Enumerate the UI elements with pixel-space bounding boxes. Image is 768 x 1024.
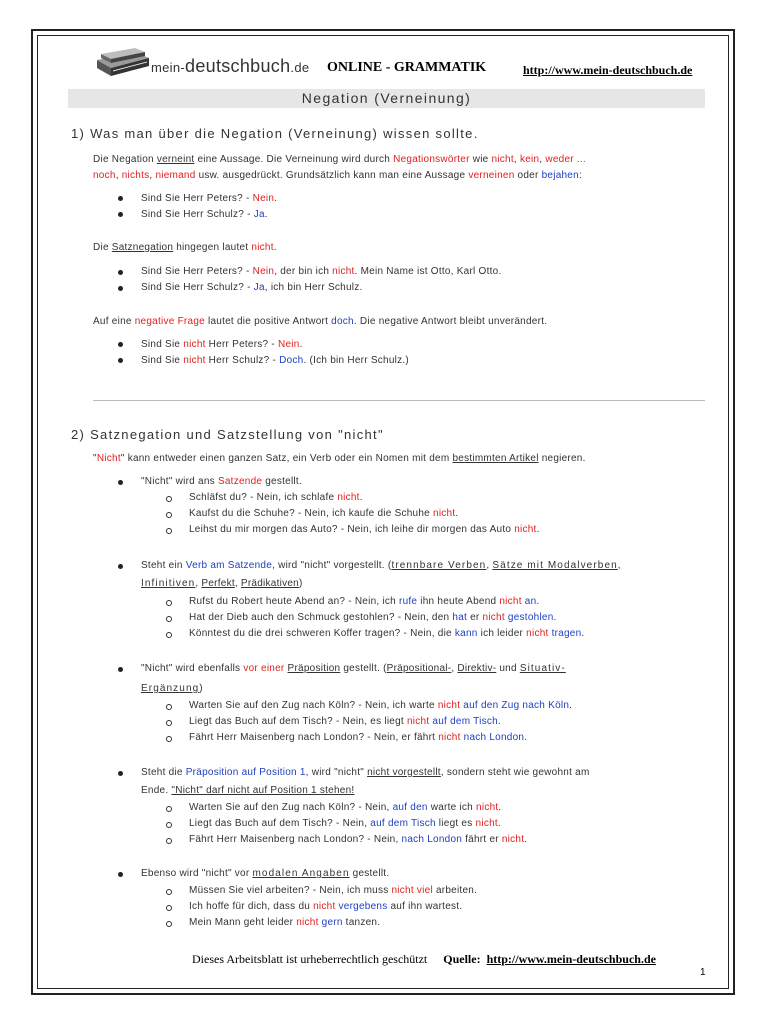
list-item: Steht die Präposition auf Position 1, wird "nicht" nicht vorgestellt, sondern steht wie gewohnt am bbox=[141, 767, 590, 778]
circle-bullet-icon bbox=[166, 720, 172, 726]
circle-bullet-icon bbox=[166, 512, 172, 518]
list-item: Kaufst du die Schuhe? - Nein, ich kaufe die Schuhe nicht. bbox=[189, 508, 459, 519]
page-title-bar bbox=[68, 89, 705, 108]
bullet-icon bbox=[118, 771, 123, 776]
list-item: Ebenso wird "nicht" vor modalen Angaben gestellt. bbox=[141, 868, 390, 879]
circle-bullet-icon bbox=[166, 616, 172, 622]
list-item: Sind Sie Herr Peters? - Nein. bbox=[141, 193, 278, 204]
section1-intro-line1: Die Negation verneint eine Aussage. Die Verneinung wird durch Negationswörter wie nicht, kein, weder ... bbox=[93, 154, 586, 165]
site-logo[interactable] bbox=[95, 46, 320, 82]
list-item: Warten Sie auf den Zug nach Köln? - Nein, ich warte nicht auf den Zug nach Köln. bbox=[189, 700, 573, 711]
logo-text: mein-deutschbuch.de bbox=[151, 56, 310, 76]
list-item: Müssen Sie viel arbeiten? - Nein, ich muss nicht viel arbeiten. bbox=[189, 885, 478, 896]
circle-bullet-icon bbox=[166, 889, 172, 895]
list-item-continued: Infinitiven, Perfekt, Prädikativen) bbox=[141, 578, 303, 589]
list-item: Liegt das Buch auf dem Tisch? - Nein, auf dem Tisch liegt es nicht. bbox=[189, 818, 501, 829]
list-item: Sind Sie Herr Schulz? - Ja. bbox=[141, 209, 268, 220]
header-title: ONLINE - GRAMMATIK bbox=[327, 60, 487, 75]
bullet-icon bbox=[118, 342, 123, 347]
page-header bbox=[95, 44, 710, 84]
bullet-icon bbox=[118, 872, 123, 877]
list-item: Rufst du Robert heute Abend an? - Nein, ich rufe ihn heute Abend nicht an. bbox=[189, 596, 540, 607]
circle-bullet-icon bbox=[166, 822, 172, 828]
section2-intro: "Nicht" kann entweder einen ganzen Satz, ein Verb oder ein Nomen mit dem bestimmten Artikel negieren. bbox=[93, 453, 586, 464]
footer-url-link[interactable]: http://www.mein-deutschbuch.de bbox=[486, 952, 656, 966]
list-item: Mein Mann geht leider nicht gern tanzen. bbox=[189, 917, 381, 928]
circle-bullet-icon bbox=[166, 600, 172, 606]
list-item: Ich hoffe für dich, dass du nicht vergebens auf ihn wartest. bbox=[189, 901, 463, 912]
circle-bullet-icon bbox=[166, 704, 172, 710]
circle-bullet-icon bbox=[166, 905, 172, 911]
page-number: 1 bbox=[700, 967, 706, 978]
circle-bullet-icon bbox=[166, 528, 172, 534]
bullet-icon bbox=[118, 564, 123, 569]
list-item: Schläfst du? - Nein, ich schlafe nicht. bbox=[189, 492, 363, 503]
list-item: Leihst du mir morgen das Auto? - Nein, ich leihe dir morgen das Auto nicht. bbox=[189, 524, 540, 535]
section2-heading: 2) Satznegation und Satzstellung von "nicht" bbox=[71, 427, 384, 442]
list-item-continued: Ende. "Nicht" darf nicht auf Position 1 stehen! bbox=[141, 785, 355, 796]
bullet-icon bbox=[118, 358, 123, 363]
list-item: Warten Sie auf den Zug nach Köln? - Nein, auf den warte ich nicht. bbox=[189, 802, 502, 813]
source-label: Quelle: bbox=[443, 952, 481, 966]
bullet-icon bbox=[118, 212, 123, 217]
list-item: Könntest du die drei schweren Koffer tragen? - Nein, die kann ich leider nicht tragen. bbox=[189, 628, 585, 639]
list-item: Hat der Dieb auch den Schmuck gestohlen? - Nein, den hat er nicht gestohlen. bbox=[189, 612, 557, 623]
list-item: Sind Sie nicht Herr Schulz? - Doch. (Ich bin Herr Schulz.) bbox=[141, 355, 409, 366]
circle-bullet-icon bbox=[166, 838, 172, 844]
section1-heading: 1) Was man über die Negation (Verneinung) wissen sollte. bbox=[71, 126, 479, 141]
bullet-icon bbox=[118, 196, 123, 201]
bullet-icon bbox=[118, 286, 123, 291]
list-item: Sind Sie Herr Schulz? - Ja, ich bin Herr Schulz. bbox=[141, 282, 363, 293]
copyright-notice: Dieses Arbeitsblatt ist urheberrechtlich geschützt bbox=[192, 952, 428, 966]
list-item: Fährt Herr Maisenberg nach London? - Nein, nach London fährt er nicht. bbox=[189, 834, 528, 845]
circle-bullet-icon bbox=[166, 921, 172, 927]
list-item: Fährt Herr Maisenberg nach London? - Nein, er fährt nicht nach London. bbox=[189, 732, 528, 743]
list-item-continued: Ergänzung) bbox=[141, 683, 203, 694]
list-item: "Nicht" wird ans Satzende gestellt. bbox=[141, 476, 302, 487]
satznegation-paragraph: Die Satznegation hingegen lautet nicht. bbox=[93, 242, 277, 253]
bullet-icon bbox=[118, 667, 123, 672]
circle-bullet-icon bbox=[166, 736, 172, 742]
negative-question-paragraph: Auf eine negative Frage lautet die positive Antwort doch. Die negative Antwort bleibt unverändert. bbox=[93, 316, 548, 327]
list-item: Sind Sie nicht Herr Peters? - Nein. bbox=[141, 339, 303, 350]
list-item: Sind Sie Herr Peters? - Nein, der bin ich nicht. Mein Name ist Otto, Karl Otto. bbox=[141, 266, 502, 277]
list-item: Steht ein Verb am Satzende, wird "nicht" vorgestellt. (trennbare Verben, Sätze mit Modalverben, bbox=[141, 560, 621, 571]
page-title: Negation (Verneinung) bbox=[301, 90, 472, 106]
section1-intro-line2: noch, nichts, niemand usw. ausgedrückt. Grundsätzlich kann man eine Aussage verneinen oder bejahen: bbox=[93, 170, 582, 181]
page-footer bbox=[192, 952, 656, 967]
circle-bullet-icon bbox=[166, 806, 172, 812]
header-url-link[interactable]: http://www.mein-deutschbuch.de bbox=[523, 63, 693, 77]
bullet-icon bbox=[118, 480, 123, 485]
section-divider bbox=[93, 400, 705, 401]
list-item: Liegt das Buch auf dem Tisch? - Nein, es liegt nicht auf dem Tisch. bbox=[189, 716, 501, 727]
circle-bullet-icon bbox=[166, 632, 172, 638]
books-icon bbox=[95, 46, 151, 80]
circle-bullet-icon bbox=[166, 496, 172, 502]
bullet-icon bbox=[118, 270, 123, 275]
list-item: "Nicht" wird ebenfalls vor einer Präposition gestellt. (Präpositional-, Direktiv- und Situativ- bbox=[141, 663, 566, 674]
